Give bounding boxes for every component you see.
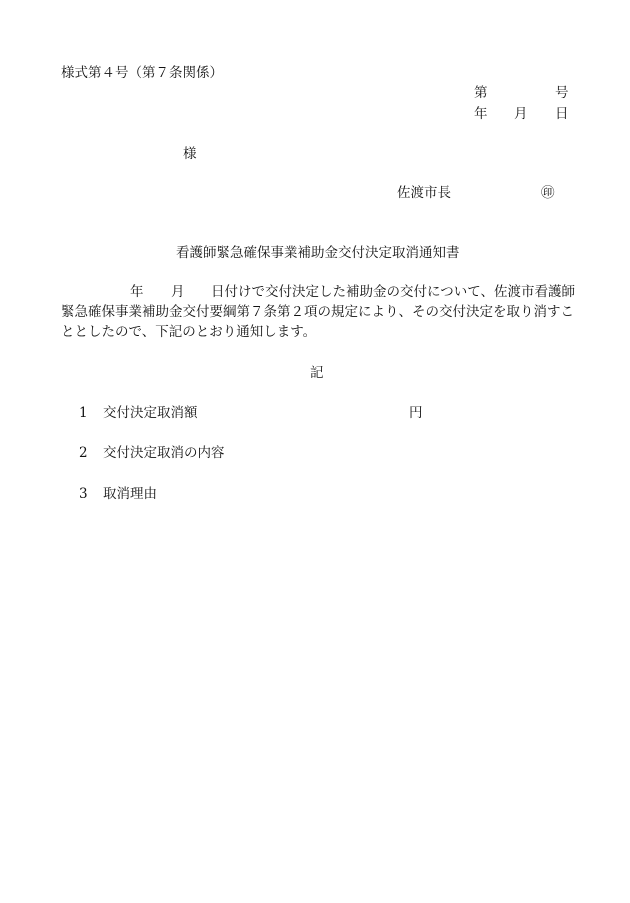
item-number: 1	[79, 405, 88, 421]
body-line-2: 緊急確保事業補助金交付要綱第７条第２項の規定により、その交付決定を取り消すこ	[61, 304, 574, 320]
item-number: 2	[79, 445, 88, 461]
body-line-3: ととしたので、下記のとおり通知します。	[61, 324, 317, 340]
document-title: 看護師緊急確保事業補助金交付決定取消通知書	[176, 245, 460, 261]
date-day-label: 日	[555, 106, 569, 122]
item-unit-yen: 円	[409, 405, 423, 421]
seal-mark: ㊞	[541, 185, 555, 201]
item-label-cancel-content: 交付決定取消の内容	[103, 445, 225, 461]
body-month-label: 月	[171, 284, 185, 300]
date-month-label: 月	[514, 106, 528, 122]
item-label-cancel-amount: 交付決定取消額	[103, 405, 198, 421]
item-number: 3	[79, 486, 88, 502]
document-number-suffix: 号	[555, 85, 569, 101]
date-year-label: 年	[474, 106, 488, 122]
issuer-name: 佐渡市長	[397, 185, 451, 201]
body-line-1: 日付けで交付決定した補助金の交付について、佐渡市看護師	[211, 284, 575, 300]
form-number-label: 様式第４号（第７条関係）	[61, 65, 223, 81]
addressee-honorific: 様	[183, 146, 197, 162]
ki-heading: 記	[310, 365, 324, 381]
document-number-prefix: 第	[474, 85, 488, 101]
body-year-label: 年	[130, 284, 144, 300]
item-label-cancel-reason: 取消理由	[103, 486, 157, 502]
